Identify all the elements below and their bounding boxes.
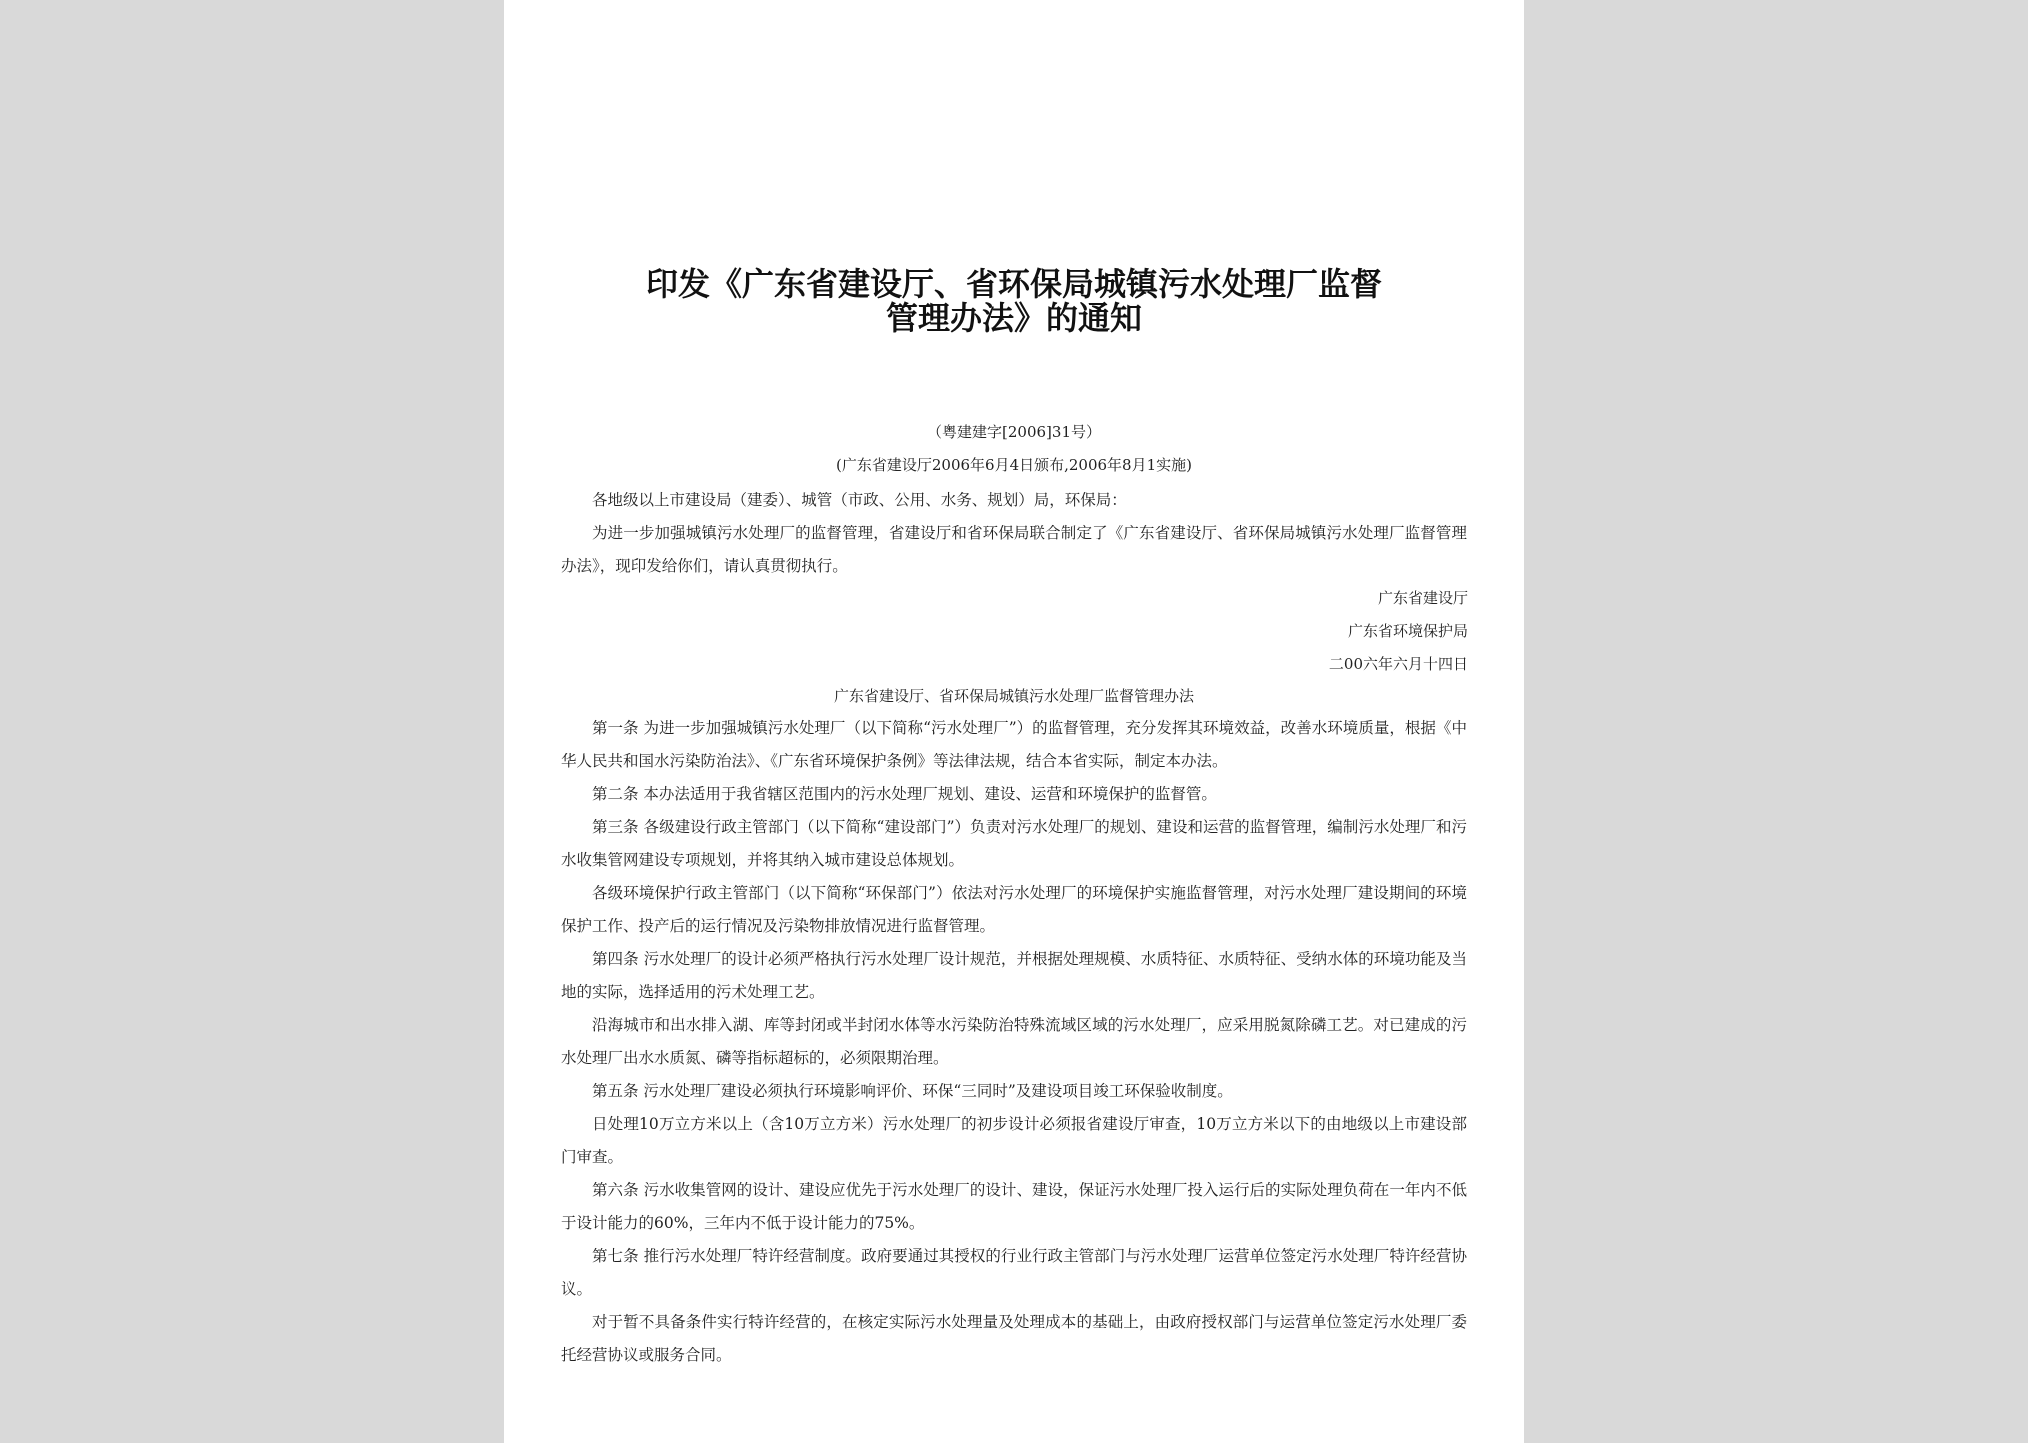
addressee-paragraph: 各地级以上市建设局（建委）、城管（市政、公用、水务、规划）局，环保局： xyxy=(592,491,1127,509)
article-paragraph: 日处理10万立方米以上（含10万立方米）污水处理厂的初步设计必须报省建设厅审查，10万立方米以下的由地级以上市建设部门审查。 xyxy=(561,1115,1467,1166)
article-paragraph: 第五条 污水处理厂建设必须执行环境影响评价、环保“三同时”及建设项目竣工环保验收制度。 xyxy=(592,1082,1233,1100)
signature-org-1: 广东省建设厅 xyxy=(1377,589,1468,607)
measures-title: 广东省建设厅、省环保局城镇污水处理厂监督管理办法 xyxy=(833,687,1194,705)
article-paragraph: 第三条 各级建设行政主管部门（以下简称“建设部门”）负责对污水处理厂的规划、建设和运营的监督管理，编制污水处理厂和污水收集管网建设专项规划，并将其纳入城市建设总体规划。 xyxy=(561,818,1467,869)
article-paragraph: 第二条 本办法适用于我省辖区范围内的污水处理厂规划、建设、运营和环境保护的监督管。 xyxy=(592,785,1217,803)
article-paragraph: 第一条 为进一步加强城镇污水处理厂（以下简称“污水处理厂”）的监督管理，充分发挥其环境效益，改善水环境质量，根据《中华人民共和国水污染防治法》、《广东省环境保护条例》等法律法规，结合本省实际，制定本办法。 xyxy=(561,719,1467,770)
issue-info: (广东省建设厅2006年6月4日颁布,2006年8月1实施) xyxy=(836,456,1192,474)
notice-paragraph: 为进一步加强城镇污水处理厂的监督管理，省建设厅和省环保局联合制定了《广东省建设厅、省环保局城镇污水处理厂监督管理办法》，现印发给你们，请认真贯彻执行。 xyxy=(561,524,1467,575)
signature-date: 二00六年六月十四日 xyxy=(1328,655,1468,673)
document-title-line-1: 印发《广东省建设厅、省环保局城镇污水处理厂监督 xyxy=(645,265,1382,303)
document-page xyxy=(504,0,1524,1443)
article-paragraph: 第六条 污水收集管网的设计、建设应优先于污水处理厂的设计、建设，保证污水处理厂投入运行后的实际处理负荷在一年内不低于设计能力的60%，三年内不低于设计能力的75%。 xyxy=(561,1181,1467,1232)
article-paragraph: 第四条 污水处理厂的设计必须严格执行污水处理厂设计规范，并根据处理规模、水质特征、水质特征、受纳水体的环境功能及当地的实际，选择适用的污术处理工艺。 xyxy=(561,950,1467,1001)
article-paragraph: 第七条 推行污水处理厂特许经营制度。政府要通过其授权的行业行政主管部门与污水处理厂运营单位签定污水处理厂特许经营协议。 xyxy=(561,1247,1467,1298)
articles-body xyxy=(561,712,1467,1372)
document-body xyxy=(561,484,1467,583)
article-paragraph: 沿海城市和出水排入湖、库等封闭或半封闭水体等水污染防治特殊流域区域的污水处理厂，应采用脱氮除磷工艺。对已建成的污水处理厂出水水质氮、磷等指标超标的，必须限期治理。 xyxy=(561,1016,1467,1067)
article-paragraph: 各级环境保护行政主管部门（以下简称“环保部门”）依法对污水处理厂的环境保护实施监督管理，对污水处理厂建设期间的环境保护工作、投产后的运行情况及污染物排放情况进行监督管理。 xyxy=(561,884,1467,935)
document-number: （粤建建字[2006]31号） xyxy=(927,423,1101,441)
article-paragraph: 对于暂不具备条件实行特许经营的，在核定实际污水处理量及处理成本的基础上，由政府授权部门与运营单位签定污水处理厂委托经营协议或服务合同。 xyxy=(561,1313,1467,1364)
signature-org-2: 广东省环境保护局 xyxy=(1347,622,1468,640)
document-title-line-2: 管理办法》的通知 xyxy=(885,299,1142,337)
